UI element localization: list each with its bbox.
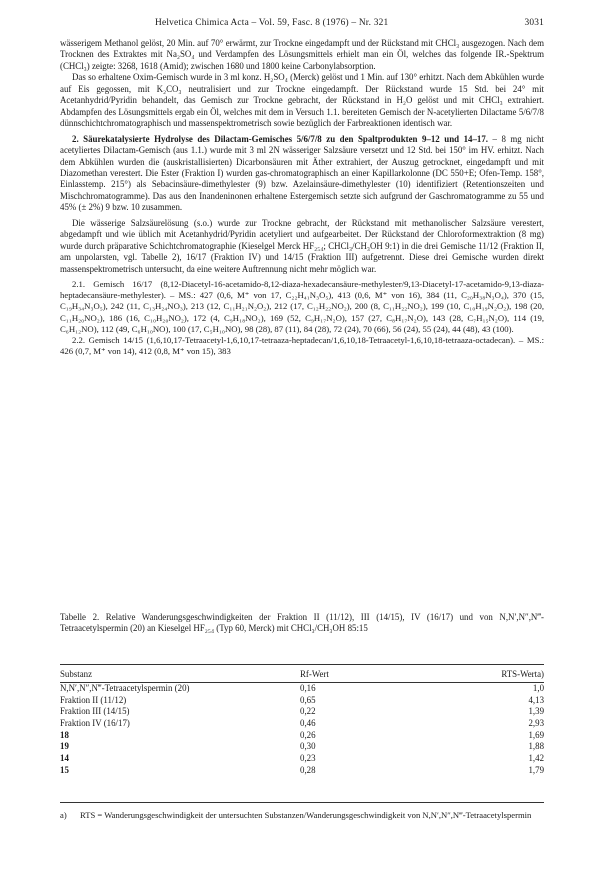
table-row: 19 0,30 1,88 <box>60 741 544 752</box>
table-header-row <box>60 666 544 682</box>
data-table <box>60 666 544 776</box>
table-rule-top <box>60 664 544 665</box>
section-2-text: – 8 mg nicht acetyliertes Dilactam-Gemisch (aus 1.1.) wurde mit 3 ml 2N wässeriger Salzsäure versetzt und 12 Std. bei 150° im HV. erhitzt. Nach dem Abkühlen wurden die (auskristallisierten) Dicarbonsäuren mit Äther extrahiert, der Auszug getrocknet, eingedampft und mit Diazomethan verestert. Die Ester (Fraktion I) wurden gas-chromatographisch an einer Kapillarkolonne (DC 550+E; Ofen-Temp. 158°, Einlasstemp. 215°) als Sebacinsäure-dimethylester (9) bzw. Azelainsäure-dimethylester (10) identifiziert (Retentionszeiten und Mischchromatogramme). Das aus den Inandeninonen erhaltene Estergemisch setzte sich aufgrund der Gaschromatogramme zu 55 und 45% (± 2%) 9 bzw. 10 zusammen. <box>60 133 544 213</box>
paragraph-4: Die wässerige Salzsäurelösung (s.o.) wurde zur Trockne gebracht, der Rückstand mit methanolischer Salzsäure verestert, abgedampft und wie üblich mit Acetanhydrid/Pyridin acetyliert und aufgearbeitet. Der Rückstand der Chloroformextraktion (8 mg) wurde durch präparative Schichtchromatographie (Kieselgel Merck HF₂₅₄; CHCl₃/CH₃OH 9:1) in die drei Gemische 11/12 (Fraktion II, am unpolarsten, vgl. Tabelle 2), 16/17 (Fraktion IV) und 14/15 (Fraktion III) aufgetrennt. Diese drei Gemische wurden direkt massenspektrometrisch untersucht, da eine weitere Auftrennung nicht mehr möglich war. <box>60 217 544 274</box>
table-row: 14 0,23 1,42 <box>60 752 544 763</box>
table-caption-text: Tabelle 2. Relative Wanderungsgeschwindigkeiten der Fraktion II (11/12), III (14/15), IV (16/17) und von N,N′,N″,N‴-Tetraacetylspermin (20) an Kieselgel HF₂₅₄ (Typ 60, Merck) mit CHCl₃/CH₃OH 85:15 <box>60 612 544 634</box>
table-caption <box>60 612 544 635</box>
paragraph-gemisch-14-15: 2.2. Gemisch 14/15 (1,6,10,17-Tetraacetyl-1,6,10,17-tetraaza-heptadecan/1,6,10,18-Tetraacetyl-1,6,10,18-tetraaza-octadecan). – MS.: 426 (0,7, M⁺ von 14), 412 (0,8, M⁺ von 15), 383 <box>60 335 544 357</box>
section-2 <box>60 134 544 214</box>
table-row: 18 0,26 1,69 <box>60 729 544 740</box>
header-substanz: Substanz <box>60 669 93 679</box>
paragraph-2: Das so erhaltene Oxim-Gemisch wurde in 3 ml konz. H₂SO₄ (Merck) gelöst und 1 Min. auf 130° erhitzt. Nach dem Abkühlen wurde auf Eis gegossen, mit K₂CO₃ neutralisiert und zur Trockne eingedampft. Der Rückstand wurde 15 Std. bei 24° mit Acetanhydrid/Pyridin behandelt, das Gemisch zur Trockne gebracht, der Rückstand in H₂O gelöst und mit CHCl₃ extrahiert. Abdampfen des Lösungsmittels ergab ein Öl, welches mit dem in Versuch 1.1. bereiteten Gemisch der N-acetylierten Dilactame 5/6/7/8 dünnschichtchromatographisch und massenspektrometrisch sowie bezüglich der Farbreaktionen identisch war. <box>60 72 544 129</box>
table-row: Fraktion III (14/15) 0,22 1,39 <box>60 706 544 717</box>
main-text <box>60 38 544 357</box>
paragraph-gemisch-16-17: 2.1. Gemisch 16/17 (8,12-Diacetyl-16-acetamido-8,12-diaza-hexadecansäure-methylester/9,13-Diacetyl-17-acetamido-9,13-diaza-heptadecansäure-methylester). – MS.: 427 (0,6, M⁺ von 17, C₂₂H₄₁N₃O₅), 413 (0,6, M⁺ von 16), 384 (11, C₂₀H₃₈N₃O₄), 370 (15, C₁₉H₃₄N₃O₅), 242 (11, C₁₃H₂₄NO₃), 213 (12, C₁₁H₂₁N₂O₂), 212 (17, C₁₂H₂₂NO₂), 200 (8, C₁₁H₂₂NO₂), 199 (10, C₁₀H₁₉N₂O₂), 198 (20, C₁₁H₂₀NO₂), 186 (16, C₁₀H₂₀NO₂), 172 (4, C₉H₁₈NO₂), 169 (52, C₉H₁₇N₂O), 157 (27, C₈H₁₇N₂O), 143 (28, C₇H₁₅N₂O), 114 (19, C₆H₁₂NO), 112 (49, C₆H₁₀NO), 100 (17, C₅H₁₀NO), 98 (28), 87 (11), 84 (28), 72 (24), 70 (66), 56 (24), 55 (24), 44 (48), 43 (100). <box>60 279 544 334</box>
page-number: 3031 <box>524 18 544 28</box>
journal-title: Helvetica Chimica Acta – Vol. 59, Fasc. 8 (1976) – Nr. 321 <box>155 18 389 28</box>
paragraph-1: wässerigem Methanol gelöst, 20 Min. auf 70° erwärmt, zur Trockne eingedampft und der Rückstand mit CHCl₃ ausgezogen. Nach dem Trocknen des Extraktes mit Na₂SO₄ und Verdampfen des Lösungsmittels erhielt man ein Öl, welches das folgende IR.-Spektrum (CHCl₃) zeigte: 3268, 1618 (Amid); zwischen 1680 und 1800 keine Carbonylabsorption. <box>60 38 544 71</box>
table-rule-bottom <box>60 802 544 803</box>
header-rf: Rf-Wert <box>300 669 329 679</box>
header-rts: RTS-Werta) <box>501 669 544 679</box>
table-row: Fraktion II (11/12) 0,65 4,13 <box>60 694 544 705</box>
table-footnote <box>60 810 544 821</box>
table-row: 15 0,28 1,79 <box>60 764 544 775</box>
table-row: Fraktion IV (16/17) 0,46 2,93 <box>60 717 544 728</box>
table-row: N,N′,N″,N‴-Tetraacetylspermin (20) 0,16 1,0 <box>60 682 544 693</box>
footnote-key: a) <box>60 810 67 820</box>
footnote-text: RTS = Wanderungsgeschwindigkeit der untersuchten Substanzen/Wanderungsgeschwindigkeit von N,N′,N″,N‴-Tetraacetylspermin <box>80 810 532 820</box>
section-2-heading: 2. Säurekatalysierte Hydrolyse des Dilactam-Gemisches 5/6/7/8 zu den Spaltprodukten 9–12 und 14–17. <box>72 133 488 144</box>
